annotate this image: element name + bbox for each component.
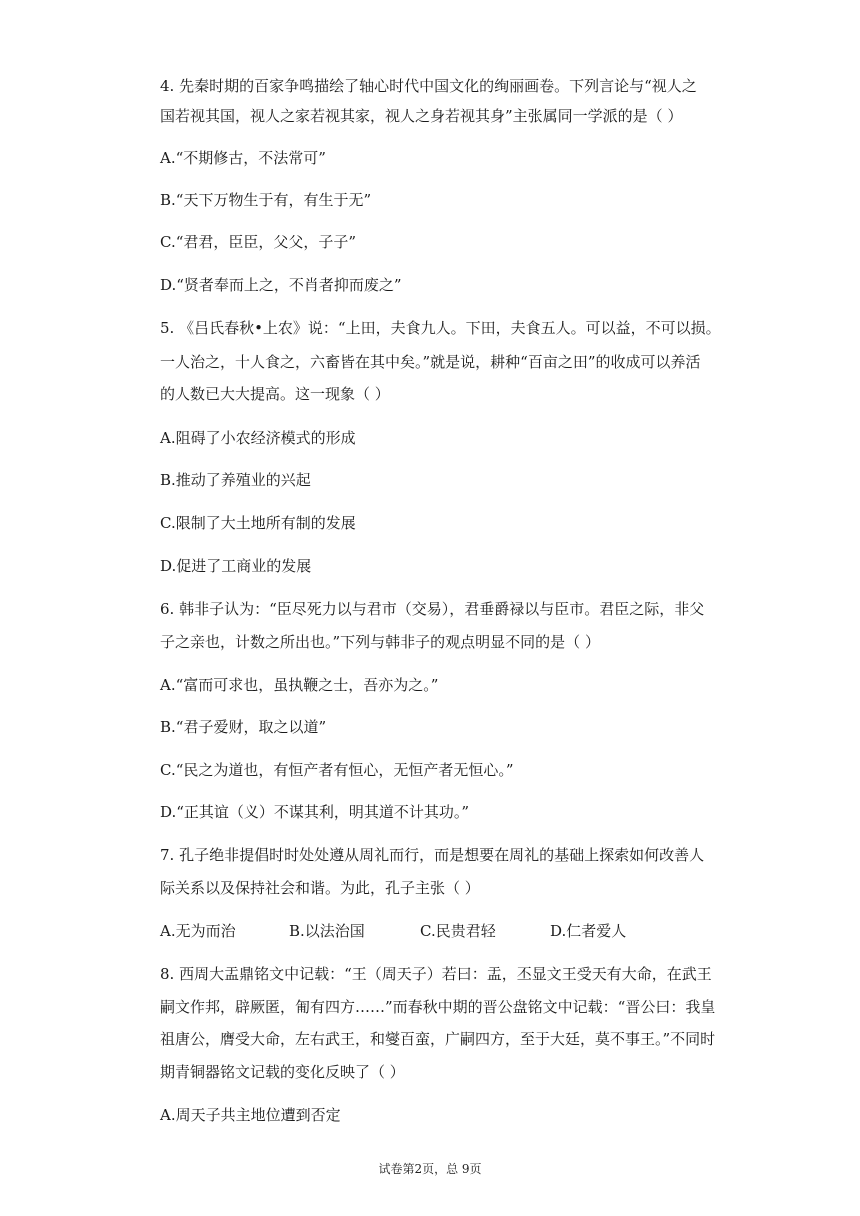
q6-option-d: D.“正其谊（义）不谋其利，明其道不计其功。” bbox=[160, 803, 470, 821]
q4-option-c: C.“君君，臣臣，父父，子子” bbox=[160, 233, 357, 251]
q5-option-b: B.推动了养殖业的兴起 bbox=[160, 471, 311, 489]
q4-option-b: B.“天下万物生于有，有生于无” bbox=[160, 191, 372, 209]
q4-option-d: D.“贤者奉而上之，不肖者抑而废之” bbox=[160, 276, 402, 294]
q5-option-a: A.阻碍了小农经济模式的形成 bbox=[160, 429, 356, 447]
q7-stem-line1: 7. 孔子绝非提倡时时处处遵从周礼而行，而是想要在周礼的基础上探索如何改善人 bbox=[160, 846, 705, 864]
q6-option-b: B.“君子爱财，取之以道” bbox=[160, 718, 327, 736]
q8-option-a: A.周天子共主地位遭到否定 bbox=[160, 1106, 341, 1124]
q5-stem-line1: 5. 《吕氏春秋•上农》说：“上田，夫食九人。下田，夫食五人。可以益，不可以损。 bbox=[160, 319, 721, 337]
q4-option-a: A.“不期修古，不法常可” bbox=[160, 149, 326, 167]
q8-stem-line2: 嗣文作邦，辟厥匿，匍有四方……”而春秋中期的晋公盘铭文中记载：“晋公曰：我皇 bbox=[160, 998, 716, 1016]
q6-option-a: A.“富而可求也，虽执鞭之士，吾亦为之。” bbox=[160, 676, 439, 694]
q6-option-c: C.“民之为道也，有恒产者有恒心，无恒产者无恒心。” bbox=[160, 761, 514, 779]
q8-stem-line3: 祖唐公，膺受大命，左右武王，和燮百蛮，广嗣四方，至于大廷，莫不事王。”不同时 bbox=[160, 1030, 716, 1048]
q7-option-c: C.民贵君轻 bbox=[420, 922, 496, 940]
q7-stem-line2: 际关系以及保持社会和谐。为此，孔子主张（ ） bbox=[160, 879, 480, 897]
q4-stem-line1: 4. 先秦时期的百家争鸣描绘了轴心时代中国文化的绚丽画卷。下列言论与“视人之 bbox=[160, 77, 697, 95]
q7-option-a: A.无为而治 bbox=[160, 922, 236, 940]
q5-stem-line3: 的人数已大大提高。这一现象（ ） bbox=[160, 385, 390, 403]
page-footer: 试卷第2页，总 9页 bbox=[378, 1162, 482, 1176]
q8-stem-line1: 8. 西周大盂鼎铭文中记载：“王（周天子）若曰：盂，丕显文王受天有大命，在武王 bbox=[160, 965, 712, 983]
q6-stem-line1: 6. 韩非子认为：“臣尽死力以与君市（交易），君垂爵禄以与臣市。君臣之际，非父 bbox=[160, 600, 705, 618]
q7-option-b: B.以法治国 bbox=[289, 922, 365, 940]
q4-stem-line2: 国若视其国，视人之家若视其家，视人之身若视其身”主张属同一学派的是（ ） bbox=[160, 107, 683, 125]
q8-stem-line4: 期青铜器铭文记载的变化反映了（ ） bbox=[160, 1063, 405, 1081]
q6-stem-line2: 子之亲也，计数之所出也。”下列与韩非子的观点明显不同的是（ ） bbox=[160, 633, 600, 651]
q5-stem-line2: 一人治之，十人食之，六畜皆在其中矣。”就是说，耕种“百亩之田”的收成可以养活 bbox=[160, 353, 701, 371]
q5-option-c: C.限制了大土地所有制的发展 bbox=[160, 514, 356, 532]
q5-option-d: D.促进了工商业的发展 bbox=[160, 557, 312, 575]
q7-option-d: D.仁者爱人 bbox=[550, 922, 627, 940]
